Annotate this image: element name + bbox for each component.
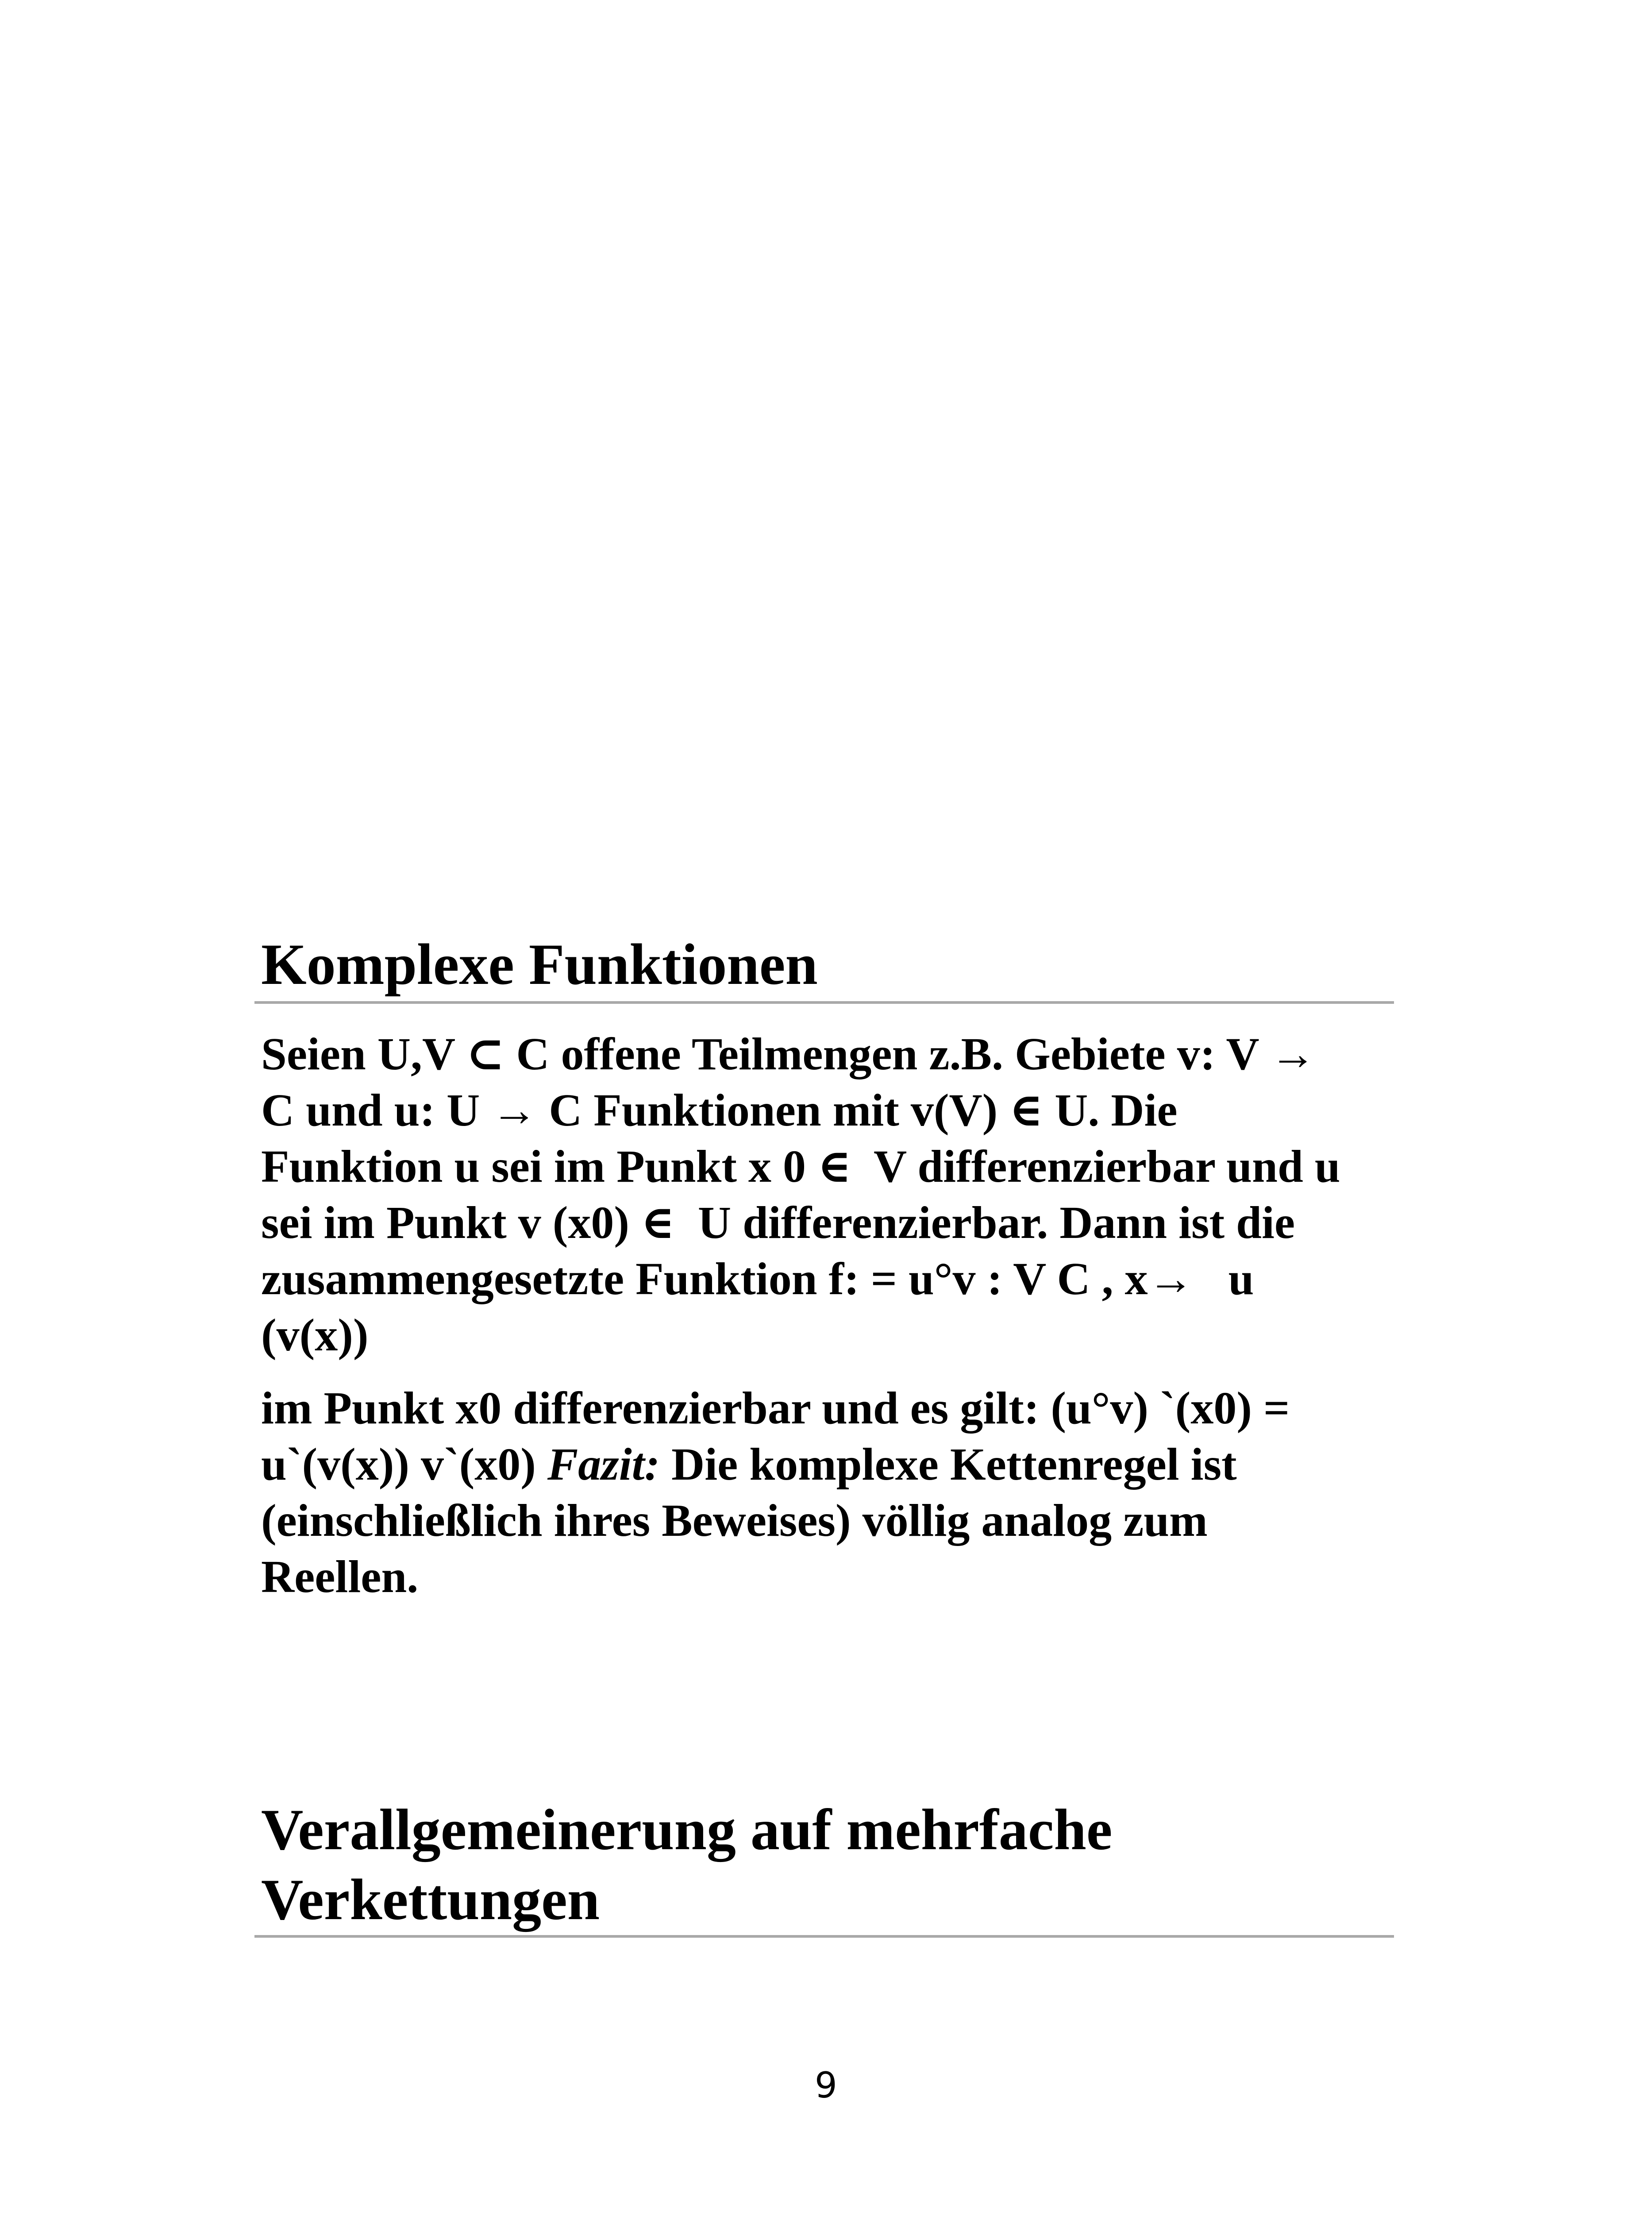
text-line: Reellen.	[261, 1551, 419, 1602]
text-line: im Punkt x0 differenzierbar und es gilt: (u°v) `(x0) =	[261, 1383, 1290, 1434]
text-run: u`(v(x)) v`(x0)	[261, 1439, 547, 1490]
section-heading: Komplexe Funktionen	[261, 932, 818, 997]
text-line: Funktion u sei im Punkt x 0 ∈ V differenzierbar und u	[261, 1141, 1340, 1192]
text-line: C und u: U → C Funktionen mit v(V) ∈ U. Die	[261, 1085, 1178, 1136]
text-line: zusammengesetzte Funktion f: = u°v : V C , x→ u	[261, 1253, 1254, 1304]
paragraph-definition	[261, 1026, 1394, 1363]
heading-underline	[254, 1935, 1394, 1938]
heading-underline	[254, 1001, 1394, 1004]
section-verallgemeinerung	[261, 1795, 1394, 1935]
section-heading-line: Verallgemeinerung auf mehrfache	[261, 1797, 1113, 1862]
text-line	[261, 1436, 1394, 1492]
section-komplexe-funktionen	[261, 929, 1394, 999]
text-line: Seien U,V ⊂ C offene Teilmengen z.B. Gebiete v: V →	[261, 1029, 1316, 1080]
text-run: Die komplexe Kettenregel ist	[660, 1439, 1237, 1490]
page-number: 9	[815, 2065, 837, 2106]
text-line: (einschließlich ihres Beweises) völlig analog zum	[261, 1495, 1208, 1546]
fazit-label: Fazit:	[547, 1439, 660, 1490]
section-heading-line: Verkettungen	[261, 1867, 600, 1932]
paragraph-conclusion	[261, 1380, 1394, 1605]
text-line: sei im Punkt v (x0) ∈ U differenzierbar. Dann ist die	[261, 1197, 1295, 1248]
text-line: (v(x))	[261, 1310, 369, 1361]
